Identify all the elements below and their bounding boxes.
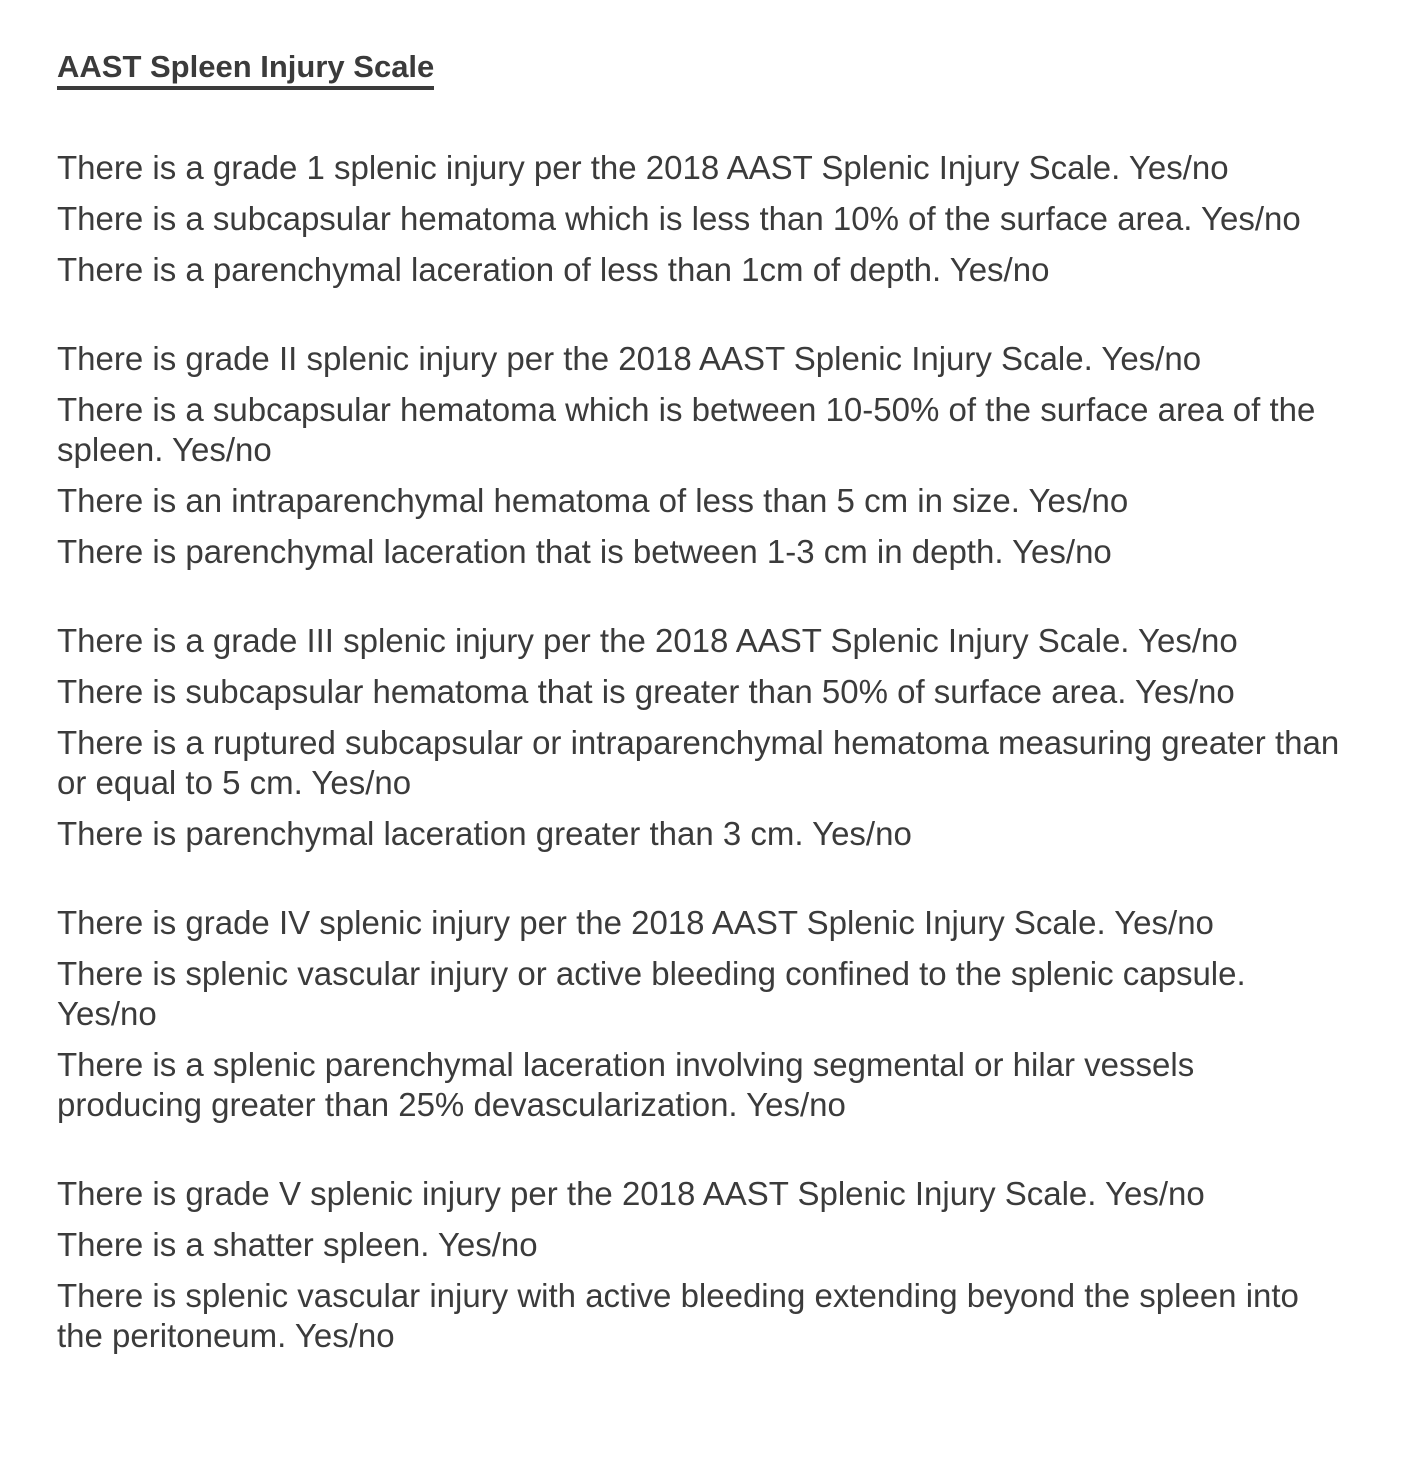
statement: There is grade II splenic injury per the 2018 AAST Splenic Injury Scale. Yes/no	[57, 340, 1202, 377]
section-grade-4	[57, 903, 1345, 1125]
statement: There is an intraparenchymal hematoma of less than 5 cm in size. Yes/no	[57, 482, 1129, 519]
statement: There is parenchymal laceration that is between 1-3 cm in depth. Yes/no	[57, 533, 1112, 570]
statement: There is splenic vascular injury or active bleeding confined to the splenic capsule. Yes/no	[57, 955, 1246, 1032]
statement: There is a grade 1 splenic injury per the 2018 AAST Splenic Injury Scale. Yes/no	[57, 149, 1229, 186]
statement: There is a shatter spleen. Yes/no	[57, 1226, 538, 1263]
statement: There is subcapsular hematoma that is greater than 50% of surface area. Yes/no	[57, 673, 1235, 710]
document-title-text: AAST Spleen Injury Scale	[57, 49, 434, 90]
statement: There is grade IV splenic injury per the 2018 AAST Splenic Injury Scale. Yes/no	[57, 904, 1214, 941]
section-grade-2	[57, 339, 1345, 572]
statement: There is a ruptured subcapsular or intraparenchymal hematoma measuring greater than or equal to 5 cm. Yes/no	[57, 724, 1340, 801]
section-grade-3	[57, 621, 1345, 854]
section-grade-5	[57, 1174, 1345, 1356]
statement: There is parenchymal laceration greater than 3 cm. Yes/no	[57, 815, 912, 852]
statement: There is a subcapsular hematoma which is between 10-50% of the surface area of the spleen. Yes/no	[57, 391, 1316, 468]
statement: There is a grade III splenic injury per the 2018 AAST Splenic Injury Scale. Yes/no	[57, 622, 1238, 659]
section-grade-1	[57, 148, 1345, 290]
statement: There is a splenic parenchymal laceration involving segmental or hilar vessels producing greater than 25% devascularization. Yes/no	[57, 1046, 1195, 1123]
document-title	[57, 47, 1345, 87]
statement: There is grade V splenic injury per the 2018 AAST Splenic Injury Scale. Yes/no	[57, 1175, 1205, 1212]
statement: There is splenic vascular injury with active bleeding extending beyond the spleen into the peritoneum. Yes/no	[57, 1277, 1299, 1354]
statement: There is a subcapsular hematoma which is less than 10% of the surface area. Yes/no	[57, 200, 1301, 237]
statement: There is a parenchymal laceration of less than 1cm of depth. Yes/no	[57, 251, 1050, 288]
